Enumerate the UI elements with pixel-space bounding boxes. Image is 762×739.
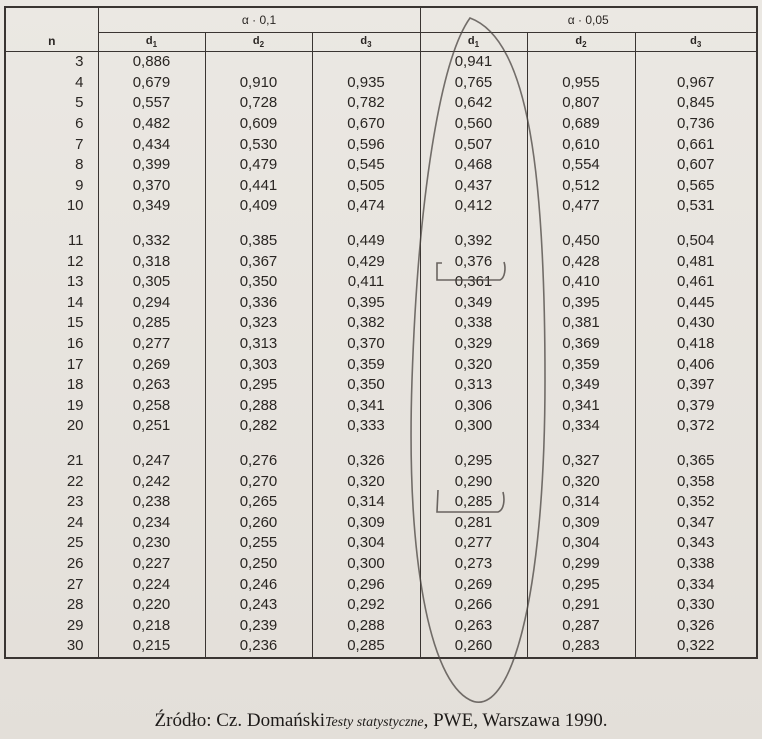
- table-row: [5, 416, 757, 437]
- critical-value-cell: 0,285: [98, 313, 205, 334]
- n-value: 10: [5, 196, 98, 217]
- critical-value-cell: 0,350: [205, 272, 312, 293]
- critical-value-cell: 0,218: [98, 615, 205, 636]
- critical-value-cell: 0,445: [635, 293, 757, 314]
- n-column-header: n: [5, 7, 98, 52]
- critical-value-cell: 0,365: [635, 451, 757, 472]
- critical-value-cell: 0,320: [527, 471, 635, 492]
- critical-value-cell: 0,765: [420, 73, 527, 94]
- critical-value-cell: 0,504: [635, 231, 757, 252]
- critical-value-cell: 0,450: [527, 231, 635, 252]
- table-row: [5, 272, 757, 293]
- critical-value-cell: 0,545: [312, 155, 420, 176]
- n-value: 20: [5, 416, 98, 437]
- table-row: [5, 334, 757, 355]
- critical-value-cell: 0,305: [98, 272, 205, 293]
- critical-value-cell: 0,292: [312, 595, 420, 616]
- critical-value-cell: 0,299: [527, 554, 635, 575]
- table-body: [5, 52, 757, 658]
- critical-value-cell: 0,269: [420, 574, 527, 595]
- critical-value-cell: [312, 52, 420, 73]
- critical-value-cell: 0,736: [635, 114, 757, 135]
- critical-value-cell: 0,265: [205, 492, 312, 513]
- critical-value-cell: 0,370: [312, 334, 420, 355]
- critical-value-cell: 0,430: [635, 313, 757, 334]
- n-value: 6: [5, 114, 98, 135]
- critical-value-cell: 0,397: [635, 375, 757, 396]
- critical-value-cell: 0,941: [420, 52, 527, 73]
- critical-value-cell: 0,306: [420, 396, 527, 417]
- critical-value-cell: 0,236: [205, 636, 312, 658]
- source-citation: Źródło: Cz. DomańskiTesty statystyczne, PWE, Warszawa 1990.: [154, 710, 608, 731]
- critical-value-cell: 0,330: [635, 595, 757, 616]
- critical-value-cell: 0,309: [527, 512, 635, 533]
- n-value: 19: [5, 396, 98, 417]
- critical-value-cell: 0,304: [527, 533, 635, 554]
- d2-header-b: $d_2$: [527, 33, 635, 52]
- critical-value-cell: 0,429: [312, 251, 420, 272]
- critical-value-cell: 0,367: [205, 251, 312, 272]
- n-value: 18: [5, 375, 98, 396]
- critical-value-cell: 0,287: [527, 615, 635, 636]
- critical-value-cell: 0,327: [527, 451, 635, 472]
- n-value: 15: [5, 313, 98, 334]
- critical-value-cell: 0,260: [420, 636, 527, 658]
- critical-value-cell: 0,886: [98, 52, 205, 73]
- critical-value-cell: 0,288: [205, 396, 312, 417]
- critical-value-cell: 0,449: [312, 231, 420, 252]
- critical-value-cell: 0,507: [420, 134, 527, 155]
- table-row: [5, 251, 757, 272]
- critical-value-cell: 0,609: [205, 114, 312, 135]
- critical-value-cell: 0,596: [312, 134, 420, 155]
- n-value: 7: [5, 134, 98, 155]
- critical-value-cell: 0,313: [420, 375, 527, 396]
- table-row: [5, 595, 757, 616]
- table-row: [5, 73, 757, 94]
- critical-value-cell: 0,295: [205, 375, 312, 396]
- table-row: [5, 492, 757, 513]
- critical-value-cell: 0,381: [527, 313, 635, 334]
- critical-value-cell: 0,238: [98, 492, 205, 513]
- critical-value-cell: 0,376: [420, 251, 527, 272]
- critical-value-cell: 0,479: [205, 155, 312, 176]
- critical-value-cell: 0,341: [312, 396, 420, 417]
- critical-value-cell: 0,266: [420, 595, 527, 616]
- critical-value-cell: 0,392: [420, 231, 527, 252]
- critical-value-cell: 0,474: [312, 196, 420, 217]
- table-row: [5, 471, 757, 492]
- critical-value-cell: 0,679: [98, 73, 205, 94]
- critical-value-cell: 0,250: [205, 554, 312, 575]
- critical-value-cell: 0,557: [98, 93, 205, 114]
- critical-value-cell: 0,412: [420, 196, 527, 217]
- n-value: 25: [5, 533, 98, 554]
- group-spacer: [5, 217, 757, 231]
- critical-value-cell: 0,782: [312, 93, 420, 114]
- critical-value-cell: 0,320: [312, 471, 420, 492]
- critical-value-cell: 0,263: [420, 615, 527, 636]
- critical-value-cell: 0,406: [635, 354, 757, 375]
- n-value: 11: [5, 231, 98, 252]
- critical-value-cell: 0,349: [527, 375, 635, 396]
- n-value: 13: [5, 272, 98, 293]
- d1-header-b: $d_1$: [420, 33, 527, 52]
- critical-value-cell: 0,530: [205, 134, 312, 155]
- critical-value-cell: 0,295: [420, 451, 527, 472]
- critical-value-cell: 0,314: [312, 492, 420, 513]
- critical-value-cell: 0,309: [312, 512, 420, 533]
- critical-value-cell: 0,277: [420, 533, 527, 554]
- critical-value-cell: 0,227: [98, 554, 205, 575]
- critical-value-cell: 0,318: [98, 251, 205, 272]
- n-value: 9: [5, 176, 98, 197]
- critical-value-cell: [205, 52, 312, 73]
- critical-value-cell: 0,512: [527, 176, 635, 197]
- critical-value-cell: 0,326: [635, 615, 757, 636]
- table-row: [5, 196, 757, 217]
- critical-value-cell: [527, 52, 635, 73]
- table-row: [5, 93, 757, 114]
- critical-value-cell: 0,333: [312, 416, 420, 437]
- d3-header-b: $d_3$: [635, 33, 757, 52]
- critical-value-cell: 0,336: [205, 293, 312, 314]
- critical-value-cell: 0,395: [312, 293, 420, 314]
- critical-value-cell: 0,334: [527, 416, 635, 437]
- critical-value-cell: 0,661: [635, 134, 757, 155]
- alpha-0-05-header: α · 0,05: [420, 7, 757, 33]
- critical-value-cell: 0,282: [205, 416, 312, 437]
- critical-value-cell: 0,505: [312, 176, 420, 197]
- critical-value-cell: 0,350: [312, 375, 420, 396]
- critical-value-cell: 0,273: [420, 554, 527, 575]
- table-row: [5, 554, 757, 575]
- table-row: [5, 155, 757, 176]
- alpha-0-1-header: α · 0,1: [98, 7, 420, 33]
- table-row: [5, 231, 757, 252]
- critical-value-cell: 0,239: [205, 615, 312, 636]
- critical-value-cell: 0,359: [312, 354, 420, 375]
- table-row: [5, 615, 757, 636]
- critical-value-cell: 0,560: [420, 114, 527, 135]
- critical-value-cell: 0,807: [527, 93, 635, 114]
- critical-value-cell: 0,294: [98, 293, 205, 314]
- critical-value-cell: 0,296: [312, 574, 420, 595]
- table-row: [5, 451, 757, 472]
- critical-value-cell: 0,322: [635, 636, 757, 658]
- critical-value-cell: 0,300: [420, 416, 527, 437]
- critical-value-cell: 0,565: [635, 176, 757, 197]
- d3-header-a: $d_3$: [312, 33, 420, 52]
- critical-value-cell: 0,234: [98, 512, 205, 533]
- critical-value-cell: 0,955: [527, 73, 635, 94]
- critical-value-cell: 0,689: [527, 114, 635, 135]
- critical-value-cell: 0,385: [205, 231, 312, 252]
- critical-value-cell: 0,349: [420, 293, 527, 314]
- critical-value-cell: 0,251: [98, 416, 205, 437]
- critical-value-cell: 0,283: [527, 636, 635, 658]
- critical-value-cell: 0,329: [420, 334, 527, 355]
- n-value: 8: [5, 155, 98, 176]
- critical-value-cell: 0,434: [98, 134, 205, 155]
- critical-value-cell: [635, 52, 757, 73]
- critical-value-cell: 0,361: [420, 272, 527, 293]
- critical-value-cell: 0,270: [205, 471, 312, 492]
- critical-value-cell: 0,242: [98, 471, 205, 492]
- critical-value-cell: 0,269: [98, 354, 205, 375]
- critical-value-cell: 0,313: [205, 334, 312, 355]
- critical-value-cell: 0,410: [527, 272, 635, 293]
- critical-value-cell: 0,246: [205, 574, 312, 595]
- critical-value-cell: 0,288: [312, 615, 420, 636]
- n-value: 27: [5, 574, 98, 595]
- critical-value-cell: 0,382: [312, 313, 420, 334]
- table-row: [5, 533, 757, 554]
- critical-value-cell: 0,349: [98, 196, 205, 217]
- table-row: [5, 354, 757, 375]
- critical-value-cell: 0,370: [98, 176, 205, 197]
- critical-value-cell: 0,258: [98, 396, 205, 417]
- critical-value-cell: 0,359: [527, 354, 635, 375]
- critical-value-cell: 0,369: [527, 334, 635, 355]
- critical-value-cell: 0,347: [635, 512, 757, 533]
- critical-value-cell: 0,481: [635, 251, 757, 272]
- n-value: 4: [5, 73, 98, 94]
- critical-value-cell: 0,418: [635, 334, 757, 355]
- critical-value-cell: 0,468: [420, 155, 527, 176]
- table-row: [5, 636, 757, 658]
- critical-value-cell: 0,461: [635, 272, 757, 293]
- n-value: 23: [5, 492, 98, 513]
- d2-header-a: $d_2$: [205, 33, 312, 52]
- critical-value-cell: 0,531: [635, 196, 757, 217]
- critical-value-cell: 0,260: [205, 512, 312, 533]
- critical-value-cell: 0,409: [205, 196, 312, 217]
- critical-value-cell: 0,358: [635, 471, 757, 492]
- critical-value-cell: 0,276: [205, 451, 312, 472]
- table-row: [5, 114, 757, 135]
- critical-value-cell: 0,314: [527, 492, 635, 513]
- table-row: [5, 512, 757, 533]
- table-row: [5, 375, 757, 396]
- critical-value-cell: 0,332: [98, 231, 205, 252]
- critical-values-table: [4, 6, 758, 659]
- critical-value-cell: 0,285: [312, 636, 420, 658]
- group-spacer: [5, 437, 757, 451]
- n-value: 12: [5, 251, 98, 272]
- critical-value-cell: 0,338: [635, 554, 757, 575]
- n-value: 3: [5, 52, 98, 73]
- n-value: 16: [5, 334, 98, 355]
- n-value: 24: [5, 512, 98, 533]
- critical-value-cell: 0,610: [527, 134, 635, 155]
- critical-value-cell: 0,277: [98, 334, 205, 355]
- critical-value-cell: 0,372: [635, 416, 757, 437]
- n-value: 28: [5, 595, 98, 616]
- n-value: 5: [5, 93, 98, 114]
- critical-value-cell: 0,243: [205, 595, 312, 616]
- critical-value-cell: 0,670: [312, 114, 420, 135]
- critical-value-cell: 0,935: [312, 73, 420, 94]
- table-row: [5, 176, 757, 197]
- critical-value-cell: 0,285: [420, 492, 527, 513]
- critical-value-cell: 0,220: [98, 595, 205, 616]
- critical-value-cell: 0,352: [635, 492, 757, 513]
- critical-value-cell: 0,300: [312, 554, 420, 575]
- critical-value-cell: 0,395: [527, 293, 635, 314]
- d1-header-a: $d_1$: [98, 33, 205, 52]
- table-row: [5, 134, 757, 155]
- critical-value-cell: 0,323: [205, 313, 312, 334]
- critical-value-cell: 0,910: [205, 73, 312, 94]
- critical-value-cell: 0,341: [527, 396, 635, 417]
- n-value: 17: [5, 354, 98, 375]
- critical-value-cell: 0,334: [635, 574, 757, 595]
- critical-value-cell: 0,320: [420, 354, 527, 375]
- critical-value-cell: 0,295: [527, 574, 635, 595]
- critical-value-cell: 0,247: [98, 451, 205, 472]
- critical-value-cell: 0,728: [205, 93, 312, 114]
- table-row: [5, 396, 757, 417]
- critical-value-cell: 0,477: [527, 196, 635, 217]
- critical-value-cell: 0,482: [98, 114, 205, 135]
- n-value: 26: [5, 554, 98, 575]
- n-value: 21: [5, 451, 98, 472]
- n-value: 30: [5, 636, 98, 658]
- critical-value-cell: 0,303: [205, 354, 312, 375]
- critical-value-cell: 0,607: [635, 155, 757, 176]
- critical-value-cell: 0,428: [527, 251, 635, 272]
- critical-value-cell: 0,411: [312, 272, 420, 293]
- table-row: [5, 574, 757, 595]
- critical-value-cell: 0,290: [420, 471, 527, 492]
- n-value: 29: [5, 615, 98, 636]
- critical-value-cell: 0,967: [635, 73, 757, 94]
- n-value: 22: [5, 471, 98, 492]
- critical-value-cell: 0,845: [635, 93, 757, 114]
- critical-value-cell: 0,255: [205, 533, 312, 554]
- critical-value-cell: 0,291: [527, 595, 635, 616]
- critical-value-cell: 0,304: [312, 533, 420, 554]
- critical-value-cell: 0,554: [527, 155, 635, 176]
- critical-value-cell: 0,437: [420, 176, 527, 197]
- critical-value-cell: 0,281: [420, 512, 527, 533]
- critical-value-cell: 0,343: [635, 533, 757, 554]
- critical-value-cell: 0,441: [205, 176, 312, 197]
- critical-value-cell: 0,215: [98, 636, 205, 658]
- critical-value-cell: 0,642: [420, 93, 527, 114]
- table-row: [5, 313, 757, 334]
- critical-value-cell: 0,224: [98, 574, 205, 595]
- critical-value-cell: 0,379: [635, 396, 757, 417]
- critical-value-cell: 0,263: [98, 375, 205, 396]
- critical-value-cell: 0,399: [98, 155, 205, 176]
- critical-value-cell: 0,326: [312, 451, 420, 472]
- critical-value-cell: 0,338: [420, 313, 527, 334]
- table-row: [5, 52, 757, 73]
- n-value: 14: [5, 293, 98, 314]
- table-row: [5, 293, 757, 314]
- critical-value-cell: 0,230: [98, 533, 205, 554]
